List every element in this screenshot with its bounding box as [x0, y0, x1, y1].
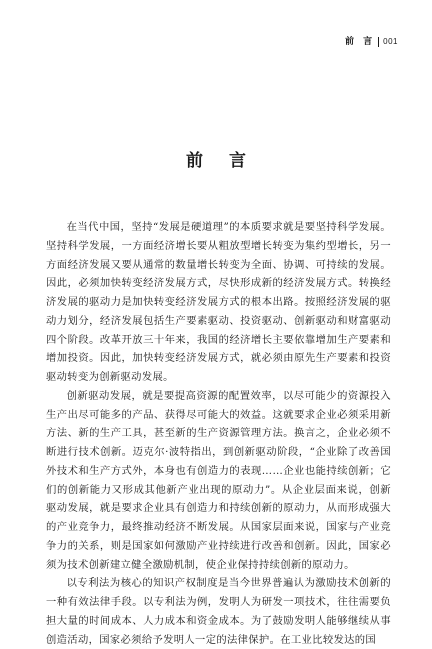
- running-header: [345, 36, 398, 48]
- paragraph-3: 以专利法为核心的知识产权制度是当今世界普遍认为激励技术创新的一种有效法律手段。以专利法为例，发明人为研发一项技术，往往需要负担大量的时间成本、人力成本和资金成本。为了鼓励发明人能够继续从事创造活动，国家必须给予发明人一定的法律保护。在工业比较发达的国: [46, 577, 391, 646]
- body-text: [46, 218, 391, 649]
- running-header-title: 前 言: [345, 37, 376, 47]
- running-header-divider: [378, 37, 379, 47]
- page-number: 001: [383, 37, 398, 46]
- paragraph-2: 创新驱动发展，就是要提高资源的配置效率，以尽可能少的资源投入生产出尽可能多的产品、获得尽可能大的效益。这就要求企业必须采用新方法、新的生产工具，甚至新的生产资源管理方法。换言之，企业必须不断进行技术创新。迈克尔·波特指出，到创新驱动阶段，“企业除了改善国外技术和生产方式外，本身也有创造力的表现……企业也能持续创新；它们的创新能力又形成其他新产业出现的原动力”。从企业层面来说，创新驱动发展，就是要求企业具有创造力和持续创新的原动力，从而形成强大的产业竞争力，最终推动经济不断发展。从国家层面来说，国家与产业竞争力的关系，则是国家如何激励产业持续进行改善和创新。因此，国家必须为技术创新建立健全激励机制，使企业保持持续创新的原动力。: [46, 389, 391, 571]
- chapter-title: 前言: [186, 151, 272, 171]
- paragraph-1: 在当代中国，坚持“发展是硬道理”的本质要求就是要坚持科学发展。坚持科学发展，一方面经济增长要从粗放型增长转变为集约型增长，另一方面经济发展又要从通常的数量增长转变为全面、协调、可持续的发展。因此，必须加快转变经济发展方式，尽快形成新的经济发展方式。转换经济发展的驱动力是加快转变经济发展方式的根本出路。按照经济发展的驱动力划分，经济发展包括生产要素驱动、投资驱动、创新驱动和财富驱动四个阶段。改革开放三十年来，我国的经济增长主要依靠增加生产要素和增加投资。因此，加快转变经济发展方式，就必须由原先生产要素和投资驱动转变为创新驱动发展。: [46, 221, 391, 383]
